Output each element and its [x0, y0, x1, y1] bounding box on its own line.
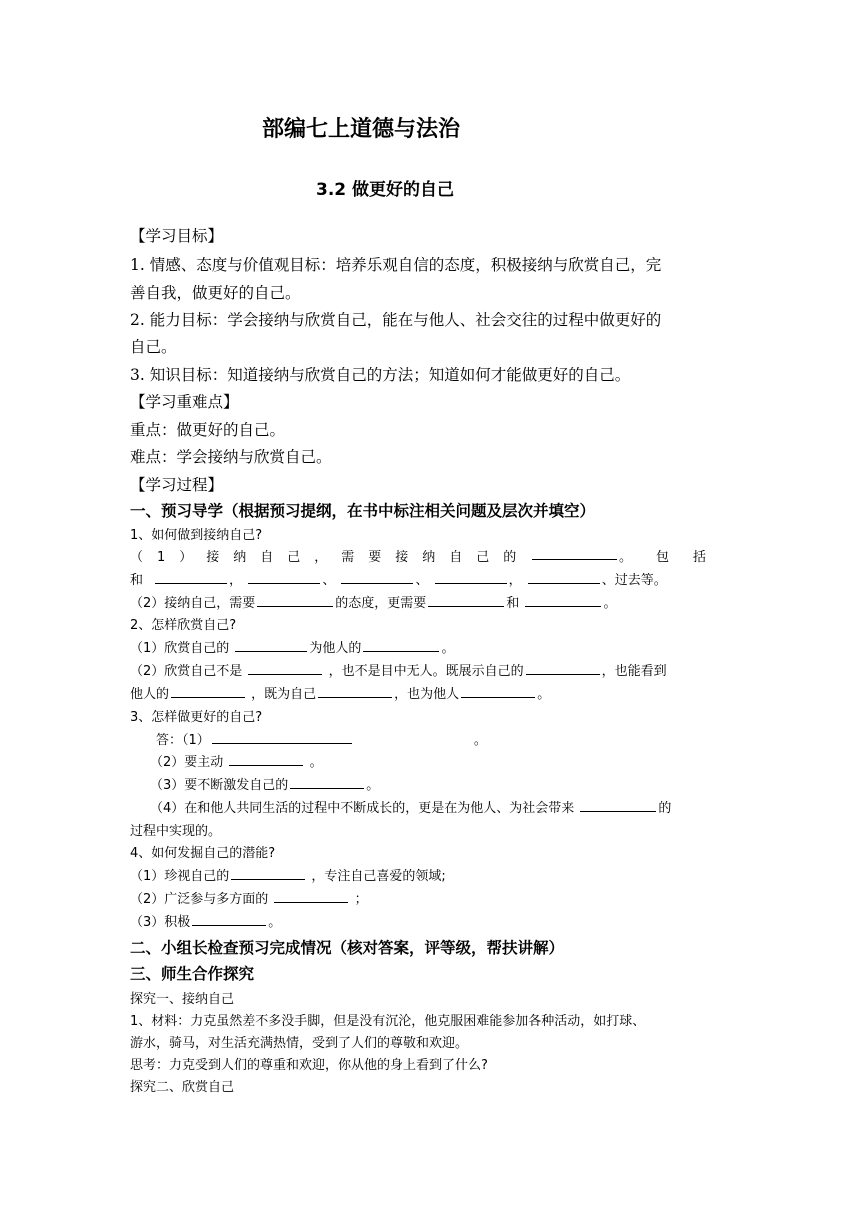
process-heading: 【学习过程】	[130, 476, 224, 494]
question-4-3: （3）积极 。	[130, 911, 281, 930]
question-4: 4、如何发掘自己的潜能?	[130, 846, 276, 861]
blank[interactable]	[235, 638, 307, 652]
blank[interactable]	[435, 570, 507, 584]
blank[interactable]	[580, 798, 656, 812]
lesson-subtitle: 3.2 做更好的自己	[316, 180, 455, 200]
blank[interactable]	[171, 684, 245, 698]
key-point: 重点：做更好的自己。	[130, 421, 286, 439]
keypoints-heading: 【学习重难点】	[130, 393, 239, 411]
page-title: 部编七上道德与法治	[262, 116, 461, 142]
blank[interactable]	[363, 638, 439, 652]
blank[interactable]	[248, 661, 322, 675]
explore-1-heading: 探究一、接纳自己	[130, 992, 235, 1007]
blank[interactable]	[192, 912, 266, 926]
blank[interactable]	[290, 775, 364, 789]
question-1-1-line-2: 和 ， 、 、 ， 、过去等。	[130, 569, 667, 588]
question-2-2-line-2: 他人的 ，既为自己 ，也为他人 。	[130, 683, 550, 702]
question-3-2: （2）要主动 。	[150, 751, 323, 770]
question-3-4-line-2: 过程中实现的。	[130, 824, 222, 839]
blank[interactable]	[526, 661, 600, 675]
blank[interactable]	[318, 684, 392, 698]
blank[interactable]	[525, 593, 601, 607]
question-2-2-line-1: （2）欣赏自己不是 ，也不是目中无人。既展示自己的 ，也能看到	[130, 660, 667, 679]
question-1: 1、如何做到接纳自己?	[130, 528, 263, 543]
blank[interactable]	[257, 593, 333, 607]
q1-1-suffix: 。包括	[618, 550, 730, 565]
blank[interactable]	[229, 752, 303, 766]
goal-2-line-1: 2. 能力目标：学会接纳与欣赏自己，能在与他人、社会交往的过程中做更好的	[130, 311, 662, 329]
question-4-1: （1）珍视自己的 ，专注自己喜爱的领域;	[130, 865, 446, 884]
blank[interactable]	[428, 593, 504, 607]
question-3-4-line-1: （4）在和他人共同生活的过程中不断成长的，更是在为他人、为社会带来 的	[150, 797, 671, 816]
question-3-1: 答：（1） 。	[156, 729, 487, 748]
goals-heading: 【学习目标】	[130, 227, 224, 245]
blank[interactable]	[528, 570, 600, 584]
goal-3: 3. 知识目标：知道接纳与欣赏自己的方法；知道如何才能做更好的自己。	[130, 366, 631, 384]
blank[interactable]	[155, 570, 227, 584]
q1-1-blank[interactable]	[532, 546, 617, 560]
question-3: 3、怎样做更好的自己?	[130, 710, 263, 725]
material-1-line-1: 1、材料：力克虽然差不多没手脚，但是没有沉沦，他克服困难能参加各种活动，如打球、	[130, 1014, 646, 1029]
blank[interactable]	[274, 889, 348, 903]
question-1-2: （2）接纳自己，需要 的态度，更需要 和 。	[130, 592, 616, 611]
blank[interactable]	[461, 684, 535, 698]
q1-1-prefix: （1）接纳自己，需要接纳自己的	[130, 550, 531, 565]
part-1-heading: 一、预习导学（根据预习提纲，在书中标注相关问题及层次并填空）	[130, 502, 596, 520]
think-1: 思考：力克受到人们的尊重和欢迎，你从他的身上看到了什么?	[130, 1058, 488, 1073]
goal-1-line-1: 1. 情感、态度与价值观目标：培养乐观自信的态度，积极接纳与欣赏自己，完	[130, 256, 662, 274]
question-4-2: （2）广泛参与多方面的 ；	[130, 888, 368, 907]
goal-1-line-2: 善自我，做更好的自己。	[130, 284, 301, 302]
question-2-1: （1）欣赏自己的 为他人的 。	[130, 637, 454, 656]
part-2-heading: 二、小组长检查预习完成情况（核对答案，评等级，帮扶讲解）	[130, 939, 565, 957]
question-2: 2、怎样欣赏自己?	[130, 618, 237, 633]
blank[interactable]	[231, 866, 305, 880]
difficult-point: 难点：学会接纳与欣赏自己。	[130, 448, 332, 466]
goal-2-line-2: 自己。	[130, 338, 177, 356]
blank[interactable]	[212, 730, 352, 744]
question-3-3: （3）要不断激发自己的 。	[150, 774, 379, 793]
material-1-line-2: 游水，骑马，对生活充满热情，受到了人们的尊敬和欢迎。	[130, 1036, 469, 1051]
explore-2-heading: 探究二、欣赏自己	[130, 1080, 235, 1095]
question-1-1-line-1	[130, 546, 730, 565]
blank[interactable]	[341, 570, 413, 584]
part-3-heading: 三、师生合作探究	[130, 965, 255, 983]
blank[interactable]	[248, 570, 320, 584]
